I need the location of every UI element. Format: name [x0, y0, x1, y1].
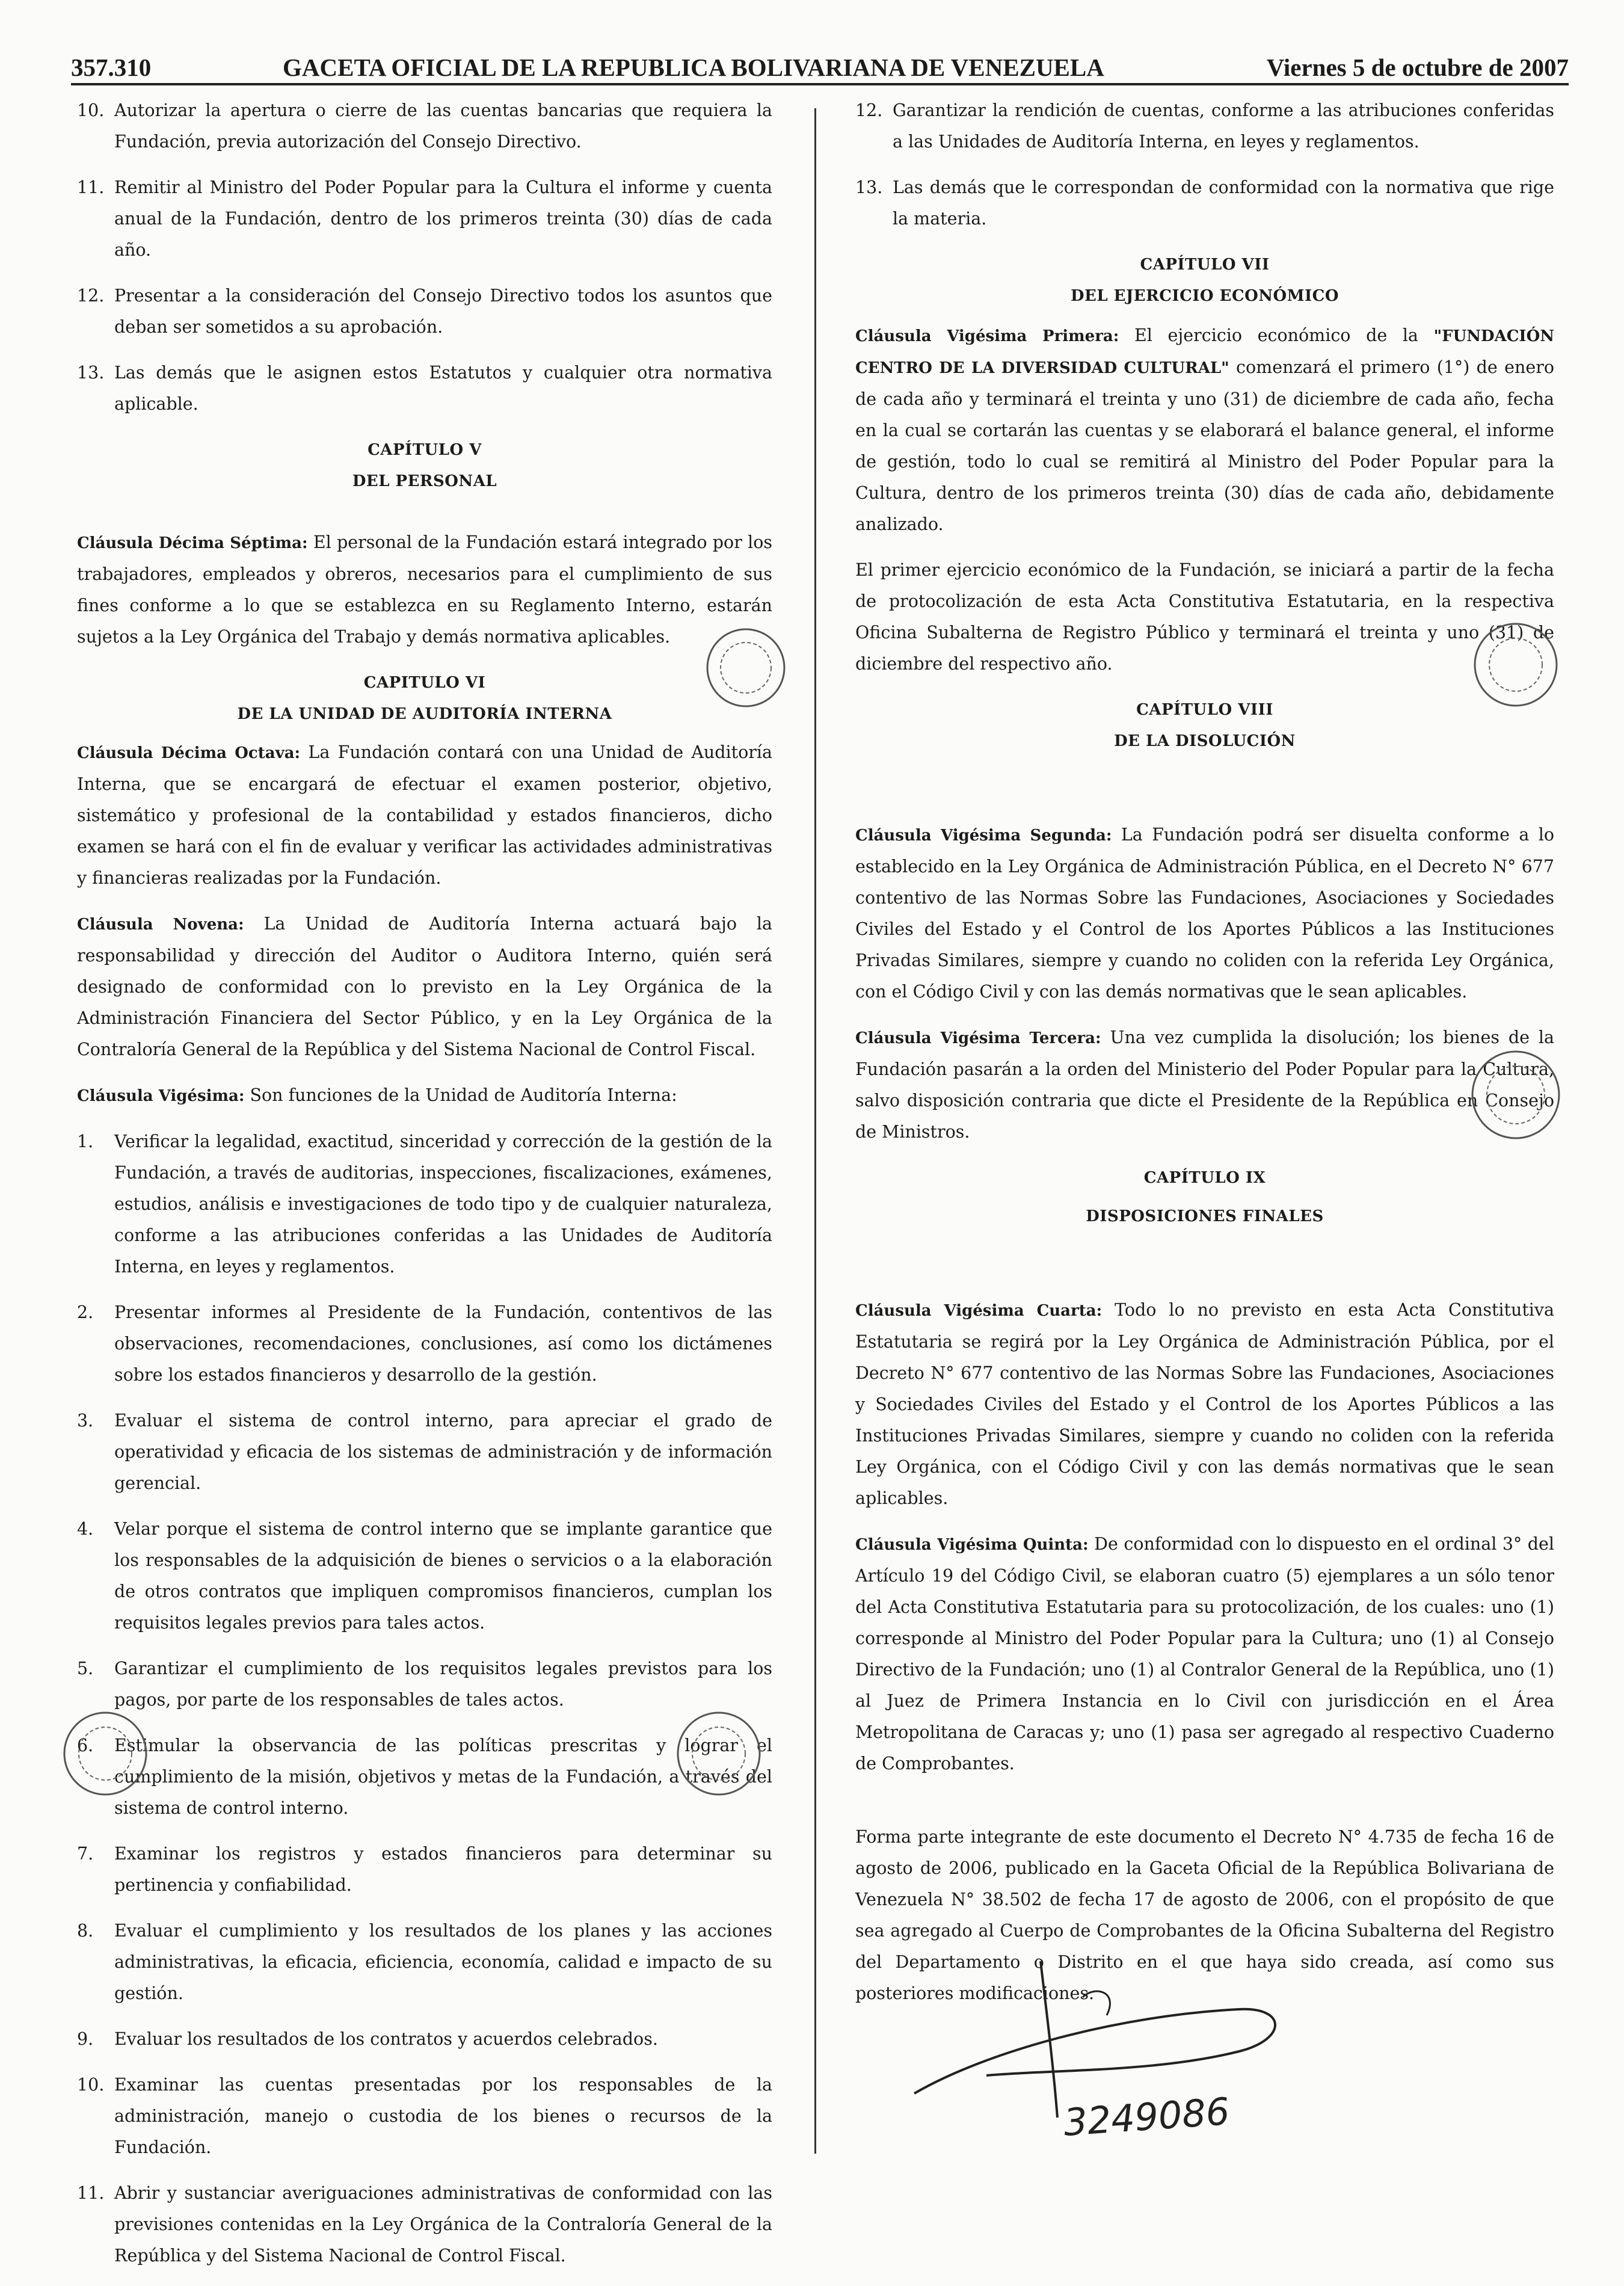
list-item-text: Garantizar el cumplimiento de los requisitos legales previstos para los pagos, por parte de los responsables de tales actos. [114, 1659, 772, 1710]
handwritten-number: 3249086 [1062, 2089, 1231, 2145]
clause-21-label: Cláusula Vigésima Primera: [855, 327, 1119, 345]
chapter-7-title: CAPÍTULO VII [1140, 256, 1270, 274]
clause-17-text: El personal de la Fundación estará integrado por los trabajadores, empleados y obreros, necesarios para el cumplimiento de sus fines conforme a lo que se establezca en su Reglamento Interno, estarán sujetos a la Ley Orgánica del Trabajo y demás normativa aplicables. [77, 532, 772, 647]
first-exercise-paragraph: El primer ejercicio económico de la Fundación, se iniciará a partir de la fecha de protocolización de esta Acta Constitutiva Estatutaria, en la respectiva Oficina Subalterna de Registro Público y terminará el treinta y uno (31) de diciembre del respectivo año. [855, 560, 1554, 674]
list-item-text: Examinar los registros y estados financieros para determinar su pertinencia y confiabilidad. [114, 1844, 772, 1895]
page-header [71, 53, 1569, 82]
handwritten-signature [902, 1949, 1335, 2148]
chapter-8-subtitle: DE LA DISOLUCIÓN [1114, 732, 1296, 750]
clause-20-label: Cláusula Vigésima: [77, 1087, 245, 1105]
list-item-text: Presentar a la consideración del Consejo Directivo todos los asuntos que deban ser sometidos a su aprobación. [114, 286, 772, 337]
clause-24 [855, 1295, 1554, 1514]
audit-function-item [77, 1653, 772, 1716]
list-item-number: 7. [77, 1844, 94, 1864]
registry-stamp [1471, 620, 1561, 710]
list-item-number: 10. [77, 100, 105, 120]
list-item-text: Examinar las cuentas presentadas por los responsables de la administración, manejo o custodia de los bienes o recursos de la Fundación. [114, 2075, 772, 2157]
clause-21-text-b: comenzará el primero (1°) de enero de cada año y terminará el treinta y uno (31) de diciembre de cada año, fecha en la cual se cortarán las cuentas y se elaborará el balance general, el informe de gestión, todo lo cual se remitirá al Ministro del Poder Popular para la Cultura, dentro de los primeros treinta (30) días de cada año, debidamente analizado. [855, 357, 1554, 534]
list-item-text: Presentar informes al Presidente de la Fundación, contentivos de las observaciones, recomendaciones, conclusiones, así como los dictámenes sobre los estados financieros y desarrollo de la gestión. [114, 1302, 772, 1385]
audit-function-item [77, 1514, 772, 1639]
audit-function-item [77, 1297, 772, 1391]
list-item-number: 10. [77, 2075, 105, 2095]
audit-function-item [77, 2024, 772, 2055]
chapter-7-subtitle: DEL EJERCICIO ECONÓMICO [1070, 287, 1339, 305]
header-rule [71, 83, 1569, 85]
column-divider [814, 108, 816, 2154]
chapter-6-subtitle: DE LA UNIDAD DE AUDITORÍA INTERNA [237, 705, 612, 723]
list-item-text: Estimular la observancia de las políticas prescritas y lograr el cumplimiento de la misión, objetivos y metas de la Fundación, a través del sistema de control interno. [114, 1736, 772, 1818]
right-column [855, 95, 1554, 2024]
list-item-number: 8. [77, 1921, 94, 1941]
clause-21-text-a: El ejercicio económico de la [1119, 325, 1434, 345]
director-function-item [77, 280, 772, 343]
gazette-title: GACETA OFICIAL DE LA REPUBLICA BOLIVARIANA DE VENEZUELA [283, 54, 1104, 81]
registry-stamp [674, 1708, 764, 1799]
clause-18-label: Cláusula Décima Octava: [77, 744, 301, 762]
audit-function-item [77, 1126, 772, 1283]
clause-20 [77, 1080, 772, 1112]
clause-22-text: La Fundación podrá ser disuelta conforme a lo establecido en la Ley Orgánica de Administración Pública, en el Decreto N° 677 contentivo de las Normas Sobre las Fundaciones, Asociaciones y Sociedades Civiles del Estado y el Control de los Aportes Públicos a las Instituciones Privadas Similares, siempre y cuando no coliden con la referida Ley Orgánica, con el Código Civil y con las demás normativas que le sean aplicables. [855, 825, 1554, 1002]
left-column [77, 95, 772, 2286]
page-number: 357.310 [71, 54, 152, 81]
list-item-number: 6. [77, 1736, 94, 1755]
list-item-number: 11. [77, 177, 105, 197]
list-item-text: Velar porque el sistema de control interno que se implante garantice que los responsables de la adquisición de bienes o servicios o a la elaboración de otros contratos que impliquen compromisos financieros, cumplan los requisitos legales previos para tales actos. [114, 1519, 772, 1633]
clause-25-label: Cláusula Vigésima Quinta: [855, 1536, 1089, 1554]
list-item-number: 11. [77, 2183, 105, 2203]
clause-20-text: Son funciones de la Unidad de Auditoría Interna: [244, 1085, 677, 1105]
registry-stamp [60, 1708, 150, 1799]
audit-function-item [77, 1915, 772, 2009]
chapter-5-title: CAPÍTULO V [368, 441, 482, 459]
chapter-9-title: CAPÍTULO IX [1143, 1169, 1266, 1187]
list-item-text: Garantizar la rendición de cuentas, conforme a las atribuciones conferidas a las Unidades de Auditoría Interna, en leyes y reglamentos. [893, 100, 1554, 152]
audit-function-item [855, 172, 1554, 235]
audit-function-item [77, 1405, 772, 1499]
list-item-number: 13. [77, 363, 105, 383]
audit-function-item [77, 2178, 772, 2272]
clause-18 [77, 737, 772, 894]
list-item-number: 4. [77, 1519, 94, 1539]
clause-19-text: La Unidad de Auditoría Interna actuará bajo la responsabilidad y dirección del Auditor o Auditora Interno, quién será designado de conformidad con lo previsto en la Ley Orgánica de la Administración Financiera del Sector Público, y en la Ley Orgánica de la Contraloría General de la República y del Sistema Nacional de Control Fiscal. [77, 914, 772, 1059]
audit-function-item [77, 1730, 772, 1824]
list-item-text: Abrir y sustanciar averiguaciones administrativas de conformidad con las previsiones contenidas en la Ley Orgánica de la Contraloría General de la República y del Sistema Nacional de Control Fiscal. [114, 2183, 772, 2266]
list-item-text: Evaluar el cumplimiento y los resultados de los planes y las acciones administrativas, la eficacia, eficiencia, economía, calidad e impacto de su gestión. [114, 1921, 772, 2003]
clause-25 [855, 1529, 1554, 1779]
registry-stamp [704, 626, 788, 710]
clause-22-label: Cláusula Vigésima Segunda: [855, 827, 1112, 845]
list-item-number: 9. [77, 2029, 94, 2049]
clause-22 [855, 819, 1554, 1008]
director-function-item [77, 172, 772, 266]
list-item-number: 3. [77, 1411, 94, 1431]
list-item-text: Las demás que le correspondan de conformidad con la normativa que rige la materia. [893, 177, 1554, 229]
list-item-number: 1. [77, 1132, 94, 1151]
chapter-6-title: CAPITULO VI [363, 674, 486, 692]
foundation-name: "FUNDACIÓN CENTRO DE LA DIVERSIDAD CULTURAL" [855, 327, 1554, 377]
clause-17-label: Cláusula Décima Séptima: [77, 534, 308, 552]
list-item-number: 5. [77, 1659, 94, 1678]
clause-17 [77, 527, 772, 653]
list-item-number: 13. [855, 177, 883, 197]
list-item-text: Evaluar el sistema de control interno, para apreciar el grado de operatividad y eficacia de los sistemas de administración y de información gerencial. [114, 1411, 772, 1493]
list-item-number: 12. [855, 100, 883, 120]
director-function-item [77, 357, 772, 420]
final-paragraph: Forma parte integrante de este documento el Decreto N° 4.735 de fecha 16 de agosto de 2006, publicado en la Gaceta Oficial de la República Bolivariana de Venezuela N° 38.502 de fecha 17 de agosto de 2006, con el propósito de que sea agregado al Cuerpo de Comprobantes de la Oficina Subalterna del Registro del Departamento o Distrito en el que haya sido creada, así como sus posteriores modificaciones. [855, 1827, 1554, 2003]
clause-23-text: Una vez cumplida la disolución; los bienes de la Fundación pasarán a la orden del Ministerio del Poder Popular para la Cultura, salvo disposición contraria que dicte el Presidente de la República en Consejo de Ministros. [855, 1027, 1554, 1142]
list-item-number: 12. [77, 286, 105, 306]
clause-23 [855, 1022, 1554, 1148]
list-item-text: Las demás que le asignen estos Estatutos y cualquier otra normativa aplicable. [114, 363, 772, 414]
clause-18-text: La Fundación contará con una Unidad de Auditoría Interna, que se encargará de efectuar el examen posterior, objetivo, sistemático y profesional de la contabilidad y estados financieros, dicho examen se hará con el fin de evaluar y verificar las actividades administrativas y financieras realizadas por la Fundación. [77, 742, 772, 888]
list-item-text: Verificar la legalidad, exactitud, sinceridad y corrección de la gestión de la Fundación, a través de auditorias, inspecciones, fiscalizaciones, exámenes, estudios, análisis e investigaciones de todo tipo y de cualquier naturaleza, conforme a las atribuciones conferidas a las Unidades de Auditoría Interna, en leyes y reglamentos. [114, 1132, 772, 1277]
list-item-text: Evaluar los resultados de los contratos y acuerdos celebrados. [114, 2029, 658, 2049]
chapter-8-title: CAPÍTULO VIII [1136, 701, 1273, 719]
clause-23-label: Cláusula Vigésima Tercera: [855, 1029, 1101, 1047]
registry-stamp [1468, 1047, 1564, 1143]
chapter-5-subtitle: DEL PERSONAL [352, 472, 497, 490]
clause-24-text: Todo lo no previsto en esta Acta Constitutiva Estatutaria se regirá por la Ley Orgánica de Administración Pública, por el Decreto N° 677 contentivo de las Normas Sobre las Fundaciones, Asociaciones y Sociedades Civiles del Estado y el Control de los Aportes Públicos a las Instituciones Privadas Similares, siempre y cuando no coliden con la referida Ley Orgánica, con el Código Civil y con las demás normativas que le sean aplicables. [855, 1300, 1554, 1508]
clause-19-label: Cláusula Novena: [77, 916, 244, 934]
clause-24-label: Cláusula Vigésima Cuarta: [855, 1302, 1103, 1320]
list-item-number: 2. [77, 1302, 94, 1322]
chapter-9-subtitle: DISPOSICIONES FINALES [1086, 1207, 1324, 1225]
issue-date: Viernes 5 de octubre de 2007 [1266, 54, 1569, 81]
list-item-text: Remitir al Ministro del Poder Popular para la Cultura el informe y cuenta anual de la Fundación, dentro de los primeros treinta (30) días de cada año. [114, 177, 772, 260]
clause-21 [855, 320, 1554, 540]
audit-function-item [855, 95, 1554, 158]
audit-function-item [77, 2069, 772, 2163]
audit-function-item [77, 1838, 772, 1901]
list-item-text: Autorizar la apertura o cierre de las cuentas bancarias que requiera la Fundación, previa autorización del Consejo Directivo. [114, 100, 772, 152]
director-function-item [77, 95, 772, 158]
clause-19 [77, 908, 772, 1065]
clause-25-text: De conformidad con lo dispuesto en el ordinal 3° del Artículo 19 del Código Civil, se elaboran cuatro (5) ejemplares a un sólo tenor del Acta Constitutiva Estatutaria para su protocolización, de los cuales: uno (1) corresponde al Ministro del Poder Popular para la Cultura; uno (1) al Consejo Directivo de la Fundación; uno (1) al Contralor General de la República, uno (1) al Juez de Primera Instancia en lo Civil con jurisdicción en el Área Metropolitana de Caracas y; uno (1) pasa ser agregado al respectivo Cuaderno de Comprobantes. [855, 1534, 1554, 1773]
